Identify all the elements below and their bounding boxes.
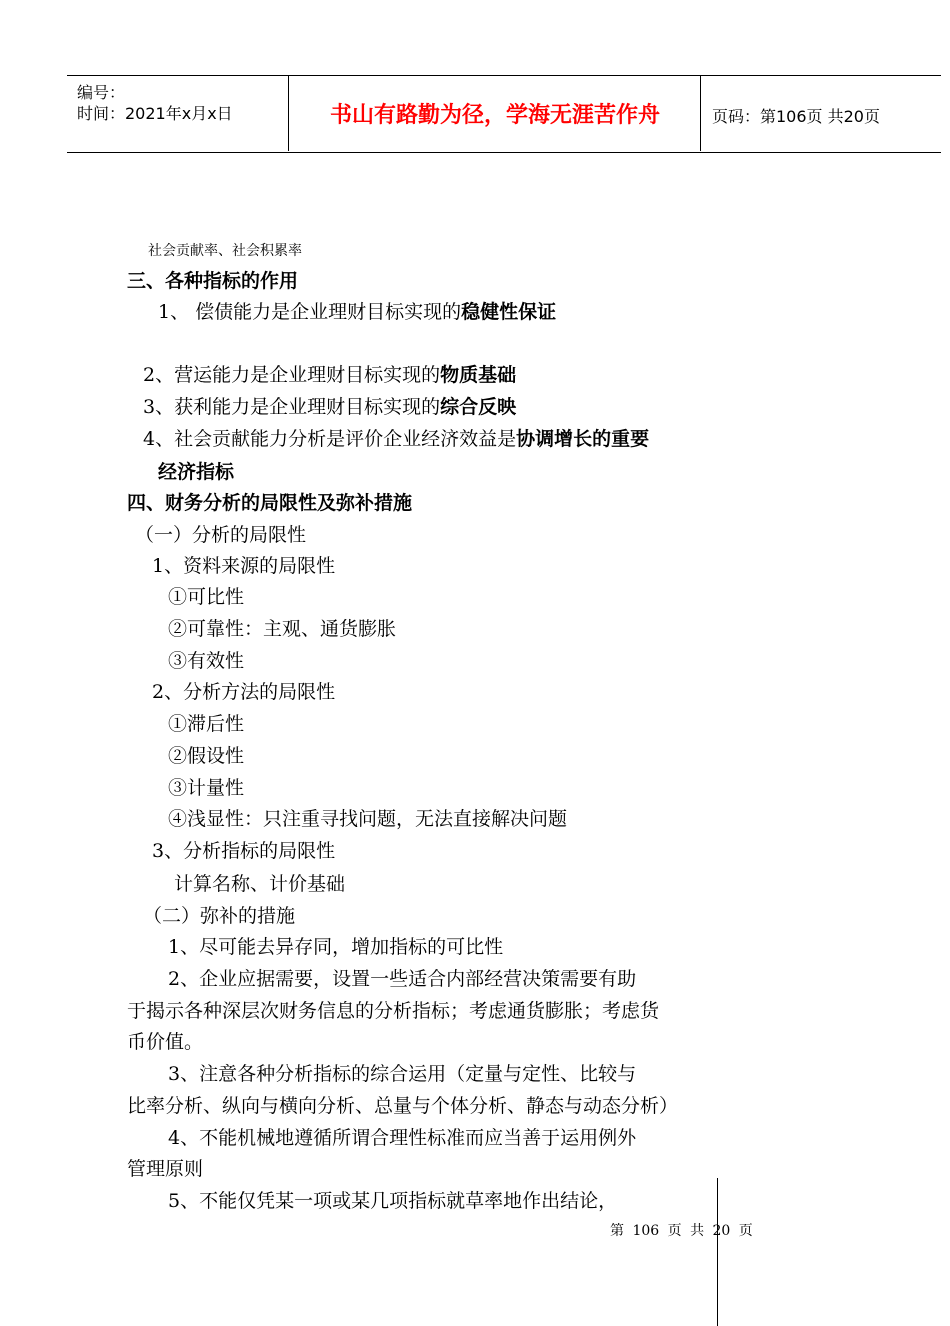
text-line: ①可比性 (168, 586, 245, 608)
footer-page-number: 第 106 页 共 20 页 (610, 1223, 753, 1239)
text-line: ①滞后性 (168, 713, 245, 735)
text-line: ②可靠性：主观、通货膨胀 (168, 618, 397, 640)
header-divider-left (288, 75, 289, 151)
text-line: 1、尽可能去异存同，增加指标的可比性 (168, 936, 504, 958)
number-label: 编号： (77, 83, 126, 102)
subsection-heading-1: （一）分析的局限性 (135, 524, 307, 546)
text-line: 于揭示各种深层次财务信息的分析指标；考虑通货膨胀；考虑货 (127, 1000, 660, 1022)
text-line: 币价值。 (127, 1031, 204, 1053)
text-line: 2、企业应据需要，设置一些适合内部经营决策需要有助 (168, 968, 637, 990)
section-heading-4: 四、财务分析的局限性及弥补措施 (127, 492, 413, 514)
text-line: 2、营运能力是企业理财目标实现的物质基础 (143, 364, 517, 386)
text-line: 1、资料来源的局限性 (152, 555, 336, 577)
text-line: ④浅显性：只注重寻找问题，无法直接解决问题 (168, 808, 568, 830)
text-line: 1、 偿债能力是企业理财目标实现的稳健性保证 (158, 301, 557, 323)
text-line: 经济指标 (158, 461, 235, 483)
footer-rule (717, 1178, 718, 1326)
section-heading-3: 三、各种指标的作用 (127, 270, 299, 292)
text-line: ③有效性 (168, 650, 245, 672)
text-line: 3、分析指标的局限性 (152, 840, 336, 862)
text-line: 3、获利能力是企业理财目标实现的综合反映 (143, 396, 517, 418)
text-line: ②假设性 (168, 745, 245, 767)
text-line: 计算名称、计价基础 (174, 873, 346, 895)
time-label: 时间：2021年x月x日 (77, 104, 233, 123)
text-line: 2、分析方法的局限性 (152, 681, 336, 703)
text-line: 管理原则 (127, 1158, 204, 1180)
subsection-heading-2: （二）弥补的措施 (143, 905, 296, 927)
text-line: 社会贡献率、社会积累率 (148, 243, 302, 259)
text-line: ③计量性 (168, 777, 245, 799)
page-label: 页码：第106页 共20页 (712, 107, 880, 126)
text-line: 5、不能仅凭某一项或某几项指标就草率地作出结论， (168, 1190, 618, 1212)
slogan: 书山有路勤为径，学海无涯苦作舟 (329, 103, 660, 128)
text-line: 4、社会贡献能力分析是评价企业经济效益是协调增长的重要 (143, 428, 650, 450)
header-divider-right (700, 75, 701, 151)
text-line: 比率分析、纵向与横向分析、总量与个体分析、静态与动态分析） (127, 1095, 679, 1117)
text-line: 3、注意各种分析指标的综合运用（定量与定性、比较与 (168, 1063, 637, 1085)
text-line: 4、不能机械地遵循所谓合理性标准而应当善于运用例外 (168, 1127, 637, 1149)
